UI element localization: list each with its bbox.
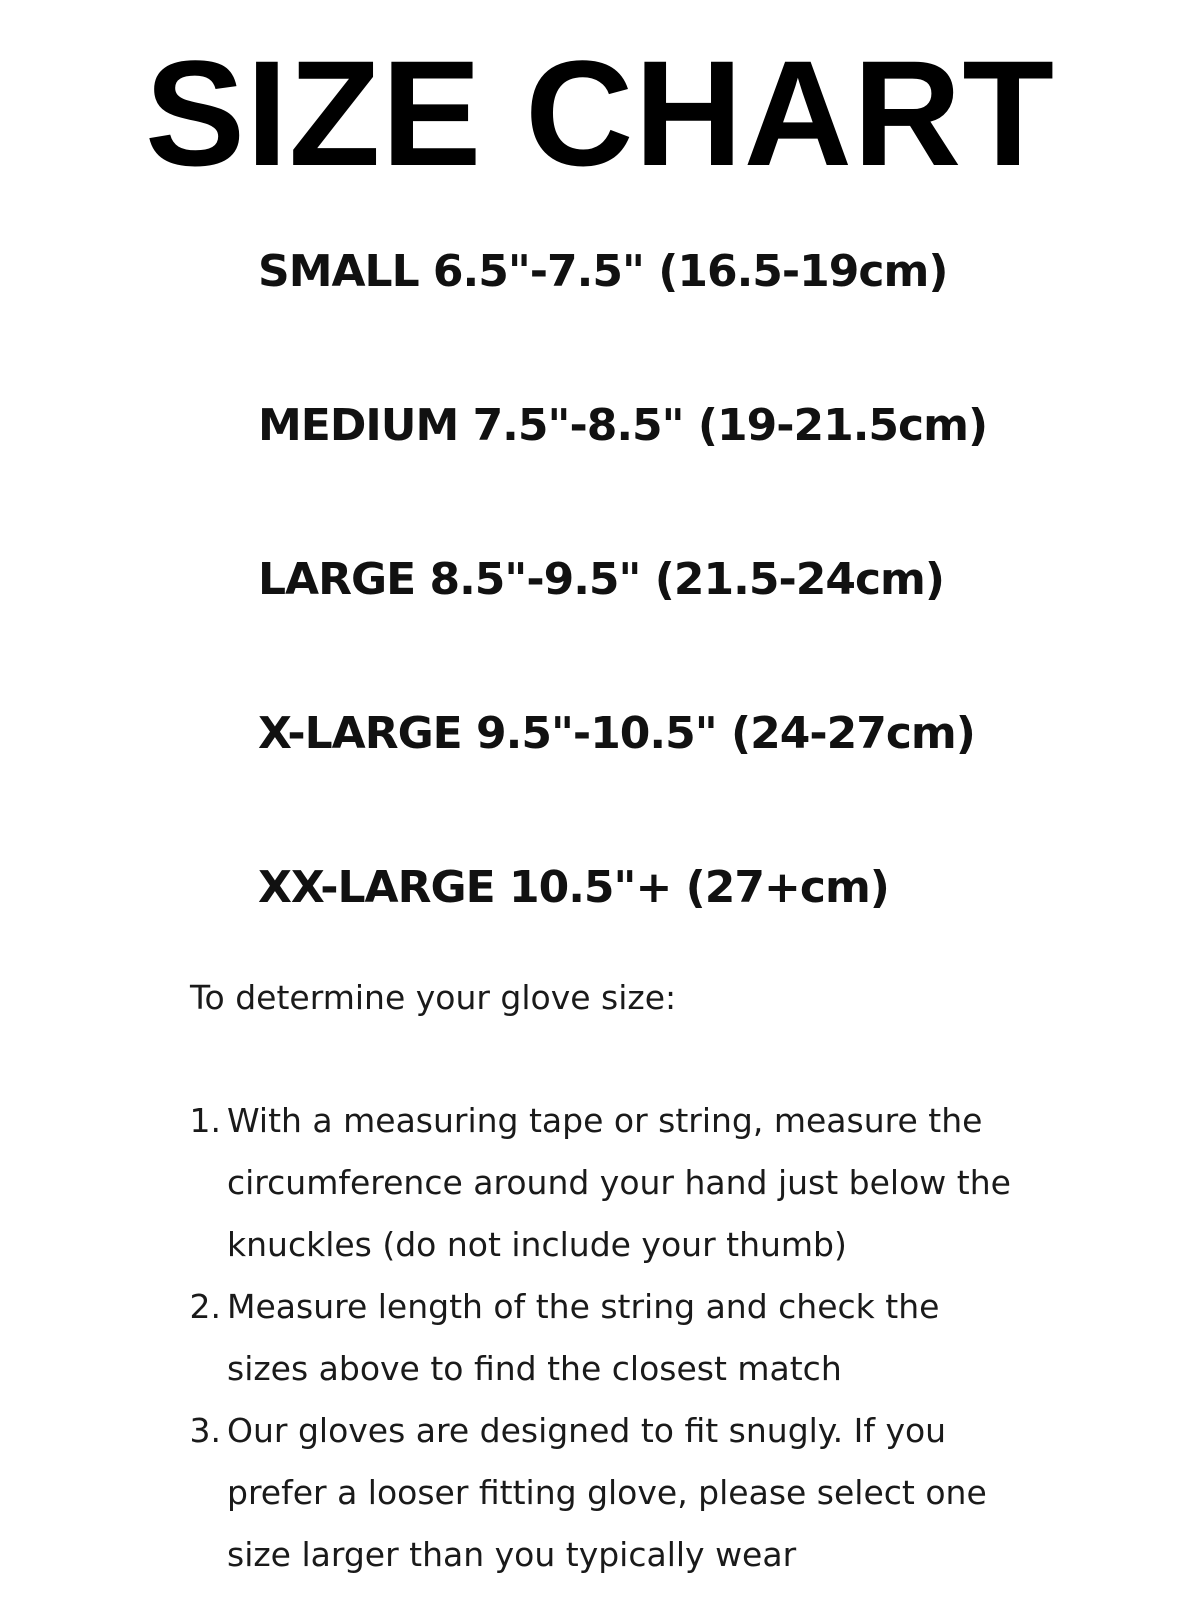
step-text-line: knuckles (do not include your thumb) xyxy=(227,1225,847,1264)
step-text-line: With a measuring tape or string, measure the xyxy=(227,1101,983,1140)
size-row-small: SMALL 6.5"-7.5" (16.5-19cm) xyxy=(258,246,948,297)
step-text-line: prefer a looser fitting glove, please select one xyxy=(227,1473,987,1512)
page-title: SIZE CHART xyxy=(145,29,1055,197)
step-number: 3. xyxy=(189,1411,221,1450)
step-text-line: Measure length of the string and check the xyxy=(227,1287,940,1326)
instruction-step-1 xyxy=(189,1090,1127,1276)
step-text-line: circumference around your hand just below the xyxy=(227,1163,1011,1202)
step-number: 1. xyxy=(189,1101,221,1140)
instruction-step-3 xyxy=(189,1400,1127,1586)
instructions-intro: To determine your glove size: xyxy=(190,978,677,1017)
size-row-large: LARGE 8.5"-9.5" (21.5-24cm) xyxy=(258,554,944,605)
size-row-x-large: X-LARGE 9.5"-10.5" (24-27cm) xyxy=(258,708,975,759)
step-text-line: sizes above to find the closest match xyxy=(227,1349,842,1388)
instruction-step-2 xyxy=(189,1276,1127,1400)
step-number: 2. xyxy=(189,1287,221,1326)
size-row-xx-large: XX-LARGE 10.5"+ (27+cm) xyxy=(258,862,889,913)
step-text-line: Our gloves are designed to fit snugly. If you xyxy=(227,1411,947,1450)
size-row-medium: MEDIUM 7.5"-8.5" (19-21.5cm) xyxy=(258,400,988,451)
instructions-list xyxy=(189,1090,1127,1586)
step-text-line: size larger than you typically wear xyxy=(227,1535,797,1574)
